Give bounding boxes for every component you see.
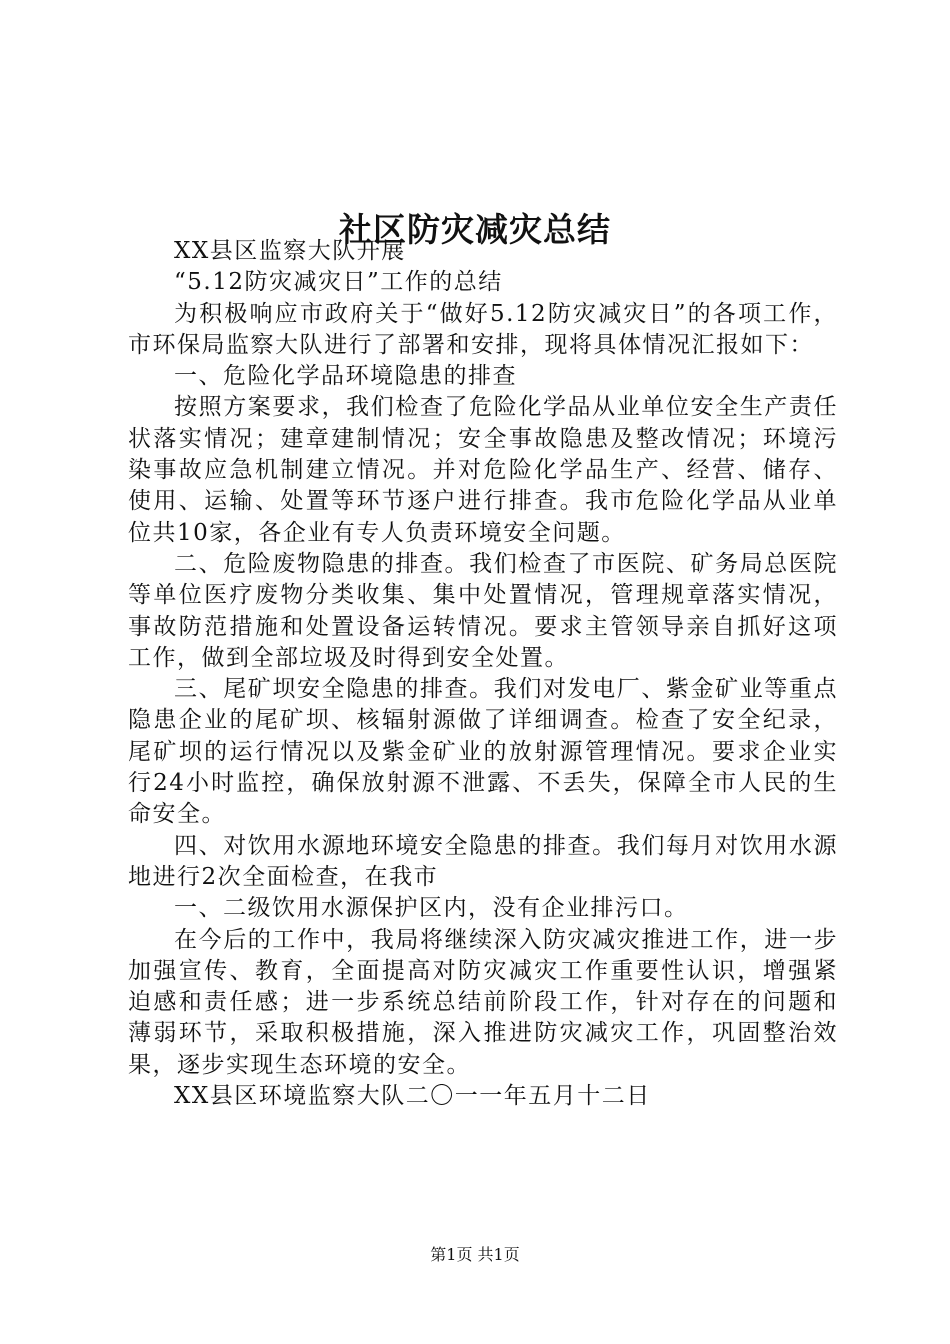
page-number-footer: 第1页 共1页 [430,1245,520,1264]
paragraph-organizer: XX县区监察大队开展 [174,238,406,264]
paragraph-section-1-body: 按照方案要求，我们检查了危险化学品从业单位安全生产责任状落实情况；建章建制情况；安全事故隐患及整改情况；环境污染事故应急机制建立情况。并对危险化学品生产、经营、储存、使用、运输、处置等环节逐户进行排查。我市危险化学品从业单位共10家，各企业有专人负责环境安全问题。 [128,394,838,546]
paragraph-subtitle: “5.12防灾减灾日”工作的总结 [174,269,503,296]
document-title: 社区防灾减灾总结 [339,210,611,250]
paragraph-signature: XX县区环境监察大队二〇一一年五月十二日 [174,1083,651,1110]
paragraph-section-1-heading: 一、危险化学品环境隐患的排查 [174,363,517,390]
paragraph-section-2: 二、危险废物隐患的排查。我们检查了市医院、矿务局总医院等单位医疗废物分类收集、集中处置情况，管理规章落实情况，事故防范措施和处置设备运转情况。要求主管领导亲自抓好这项工作，做到全部垃圾及时得到安全处置。 [128,550,838,671]
paragraph-conclusion: 在今后的工作中，我局将继续深入防灾减灾推进工作，进一步加强宣传、教育，全面提高对防灾减灾工作重要性认识，增强紧迫感和责任感；进一步系统总结前阶段工作，针对存在的问题和薄弱环节，采取积极措施，深入推进防灾减灾工作，巩固整治效果，逐步实现生态环境的安全。 [128,926,838,1078]
paragraph-section-4-continued: 一、二级饮用水源保护区内，没有企业排污口。 [174,895,689,922]
paragraph-section-4: 四、对饮用水源地环境安全隐患的排查。我们每月对饮用水源地进行2次全面检查，在我市 [128,832,838,890]
paragraph-intro: 为积极响应市政府关于“做好5.12防灾减灾日”的各项工作，市环保局监察大队进行了部署和安排，现将具体情况汇报如下： [128,300,838,358]
paragraph-section-3: 三、尾矿坝安全隐患的排查。我们对发电厂、紫金矿业等重点隐患企业的尾矿坝、核辐射源做了详细调查。检查了安全纪录，尾矿坝的运行情况以及紫金矿业的放射源管理情况。要求企业实行24小时监控，确保放射源不泄露、不丢失，保障全市人民的生命安全。 [128,676,838,828]
document-body [128,236,838,1112]
